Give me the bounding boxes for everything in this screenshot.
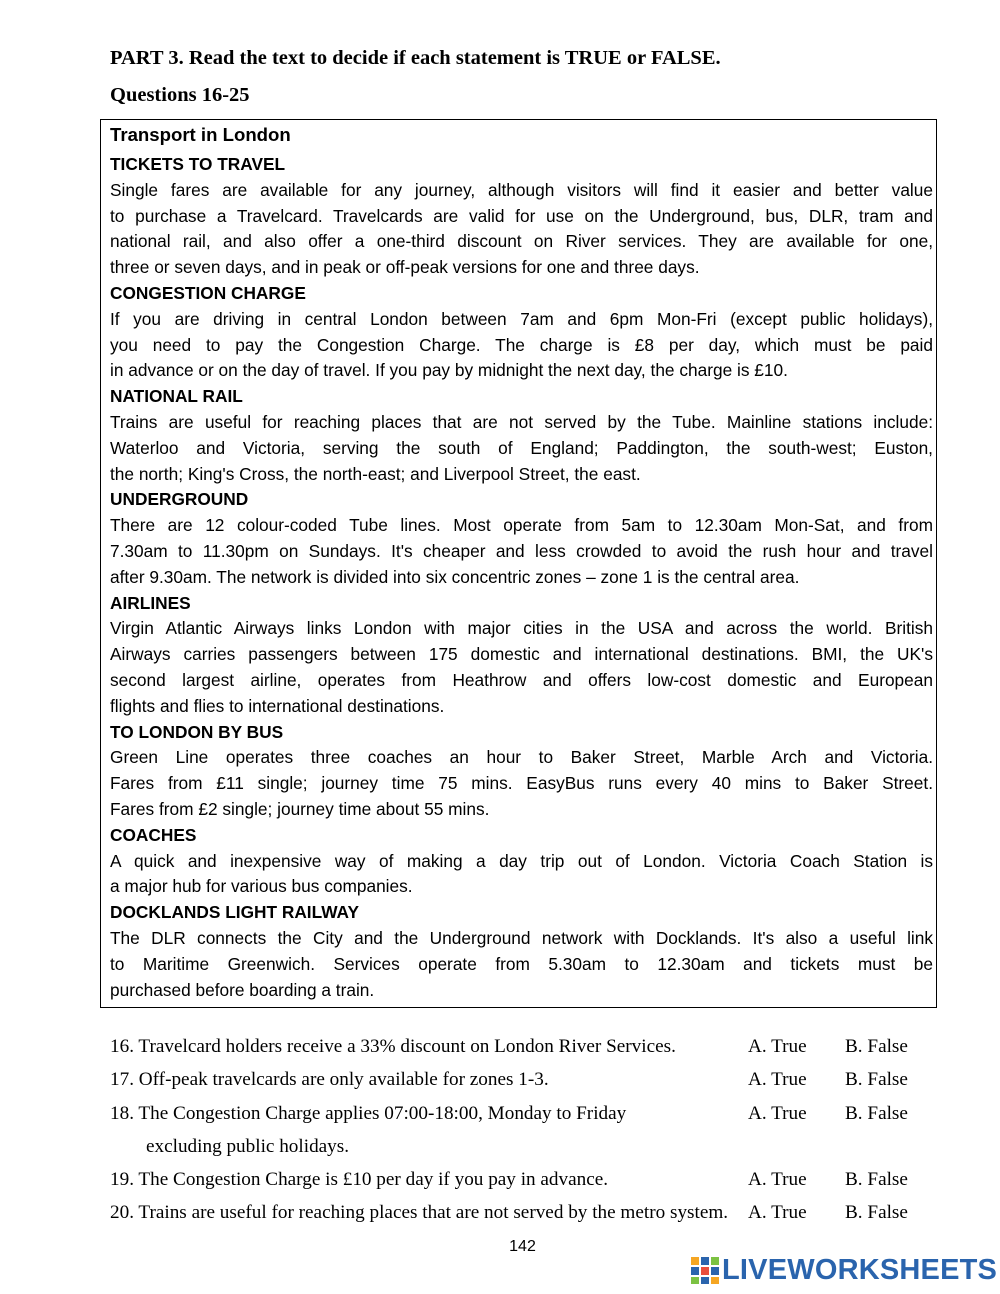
section-line: purchased before boarding a train. xyxy=(110,979,375,1000)
section-heading: COACHES xyxy=(110,824,197,845)
option-true[interactable]: A. True xyxy=(748,1102,807,1124)
question-text: 20. Trains are useful for reaching places that are not served by the metro system. xyxy=(110,1202,729,1224)
section-heading: TICKETS TO TRAVEL xyxy=(110,154,286,174)
option-false[interactable]: B. False xyxy=(845,1069,908,1091)
section-line: a major hub for various bus companies. xyxy=(110,876,413,897)
brand-name: LIVEWORKSHEETS xyxy=(722,1253,998,1286)
section-body xyxy=(110,410,933,487)
section-body xyxy=(110,745,933,822)
section-line: Waterloo and Victoria, serving the south of England; Paddington, the south-west; Euston, xyxy=(110,437,933,458)
option-true[interactable]: A. True xyxy=(748,1202,807,1224)
passage-title: Transport in London xyxy=(110,124,291,145)
option-false[interactable]: B. False xyxy=(845,1169,908,1191)
section-line: If you are driving in central London between 7am and 6pm Mon-Fri (except public holidays), xyxy=(110,308,933,329)
option-false[interactable]: B. False xyxy=(845,1102,908,1124)
section-line: There are 12 colour-coded Tube lines. Most operate from 5am to 12.30am Mon-Sat, and from xyxy=(110,515,933,536)
section-body xyxy=(110,178,933,281)
question-text: 18. The Congestion Charge applies 07:00-18:00, Monday to Friday xyxy=(110,1102,627,1124)
section-body xyxy=(110,616,933,719)
option-false[interactable]: B. False xyxy=(845,1036,908,1057)
questions-range: Questions 16-25 xyxy=(110,84,250,106)
question-row xyxy=(110,1196,930,1229)
page-number: 142 xyxy=(509,1238,536,1255)
section-heading: AIRLINES xyxy=(110,592,191,613)
part-title: PART 3. Read the text to decide if each statement is TRUE or FALSE. xyxy=(110,47,721,69)
section-line: Fares from £11 single; journey time 75 mins. EasyBus runs every 40 mins to Baker Street. xyxy=(110,773,933,794)
section-line: in advance or on the day of travel. If you pay by midnight the next day, the charge is £10. xyxy=(110,360,788,381)
section-line: second largest airline, operates from Heathrow and offers low-cost domestic and European xyxy=(110,669,933,690)
question-text-continuation: excluding public holidays. xyxy=(146,1135,350,1157)
section-line: Trains are useful for reaching places that are not served by the Tube. Mainline stations include: xyxy=(110,411,933,432)
section-body xyxy=(110,849,933,901)
section-line: Virgin Atlantic Airways links London with major cities in the USA and across the world. British xyxy=(110,618,933,639)
section-heading: UNDERGROUND xyxy=(110,489,249,510)
section-line: you need to pay the Congestion Charge. The charge is £8 per day, which must be paid xyxy=(110,334,933,355)
section-line: to purchase a Travelcard. Travelcards are valid for use on the Underground, bus, DLR, tram and xyxy=(110,205,933,226)
liveworksheets-logo-icon xyxy=(690,1255,720,1285)
section-line: The DLR connects the City and the Underground network with Docklands. It's also a useful link xyxy=(110,927,933,948)
reading-passage-box xyxy=(100,119,937,1008)
section-line: Airways carries passengers between 175 domestic and international destinations. BMI, the UK's xyxy=(110,644,933,665)
section-line: Fares from £2 single; journey time about 55 mins. xyxy=(110,798,490,819)
option-true[interactable]: A. True xyxy=(748,1169,807,1191)
option-false[interactable]: B. False xyxy=(845,1202,908,1224)
section-line: three or seven days, and in peak or off-peak versions for one and three days. xyxy=(110,257,700,278)
section-line: national rail, and also offer a one-third discount on River services. They are available for one, xyxy=(110,231,933,252)
section-line: 7.30am to 11.30pm on Sundays. It's cheaper and less crowded to avoid the rush hour and travel xyxy=(110,540,933,561)
section-line: A quick and inexpensive way of making a day trip out of London. Victoria Coach Station is xyxy=(110,850,933,871)
option-true[interactable]: A. True xyxy=(748,1036,807,1057)
option-true[interactable]: A. True xyxy=(748,1069,807,1091)
section-line: after 9.30am. The network is divided into six concentric zones – zone 1 is the central area. xyxy=(110,566,800,587)
section-line: Green Line operates three coaches an hour to Baker Street, Marble Arch and Victoria. xyxy=(110,747,933,768)
section-line: flights and flies to international destinations. xyxy=(110,695,445,716)
question-row xyxy=(110,1063,930,1096)
brand xyxy=(690,1253,997,1287)
question-text: 19. The Congestion Charge is £10 per day if you pay in advance. xyxy=(110,1169,609,1191)
section-body xyxy=(110,513,933,590)
question-row xyxy=(110,1030,930,1063)
question-text: 16. Travelcard holders receive a 33% discount on London River Services. xyxy=(110,1036,676,1057)
section-line: Single fares are available for any journey, although visitors will find it easier and better value xyxy=(110,179,933,200)
question-row xyxy=(110,1163,930,1196)
section-line: the north; King's Cross, the north-east; and Liverpool Street, the east. xyxy=(110,463,641,484)
section-heading: CONGESTION CHARGE xyxy=(110,282,306,303)
question-text: 17. Off-peak travelcards are only available for zones 1-3. xyxy=(110,1069,549,1091)
section-heading: NATIONAL RAIL xyxy=(110,386,243,407)
question-row xyxy=(110,1097,930,1130)
question-row-continuation xyxy=(110,1130,930,1163)
section-line: to Maritime Greenwich. Services operate from 5.30am to 12.30am and tickets must be xyxy=(110,953,933,974)
section-heading: TO LONDON BY BUS xyxy=(110,721,284,742)
section-body xyxy=(110,926,933,1003)
section-body xyxy=(110,307,933,384)
questions-list xyxy=(110,1030,930,1230)
reading-passage xyxy=(110,120,933,1003)
section-heading: DOCKLANDS LIGHT RAILWAY xyxy=(110,902,359,923)
